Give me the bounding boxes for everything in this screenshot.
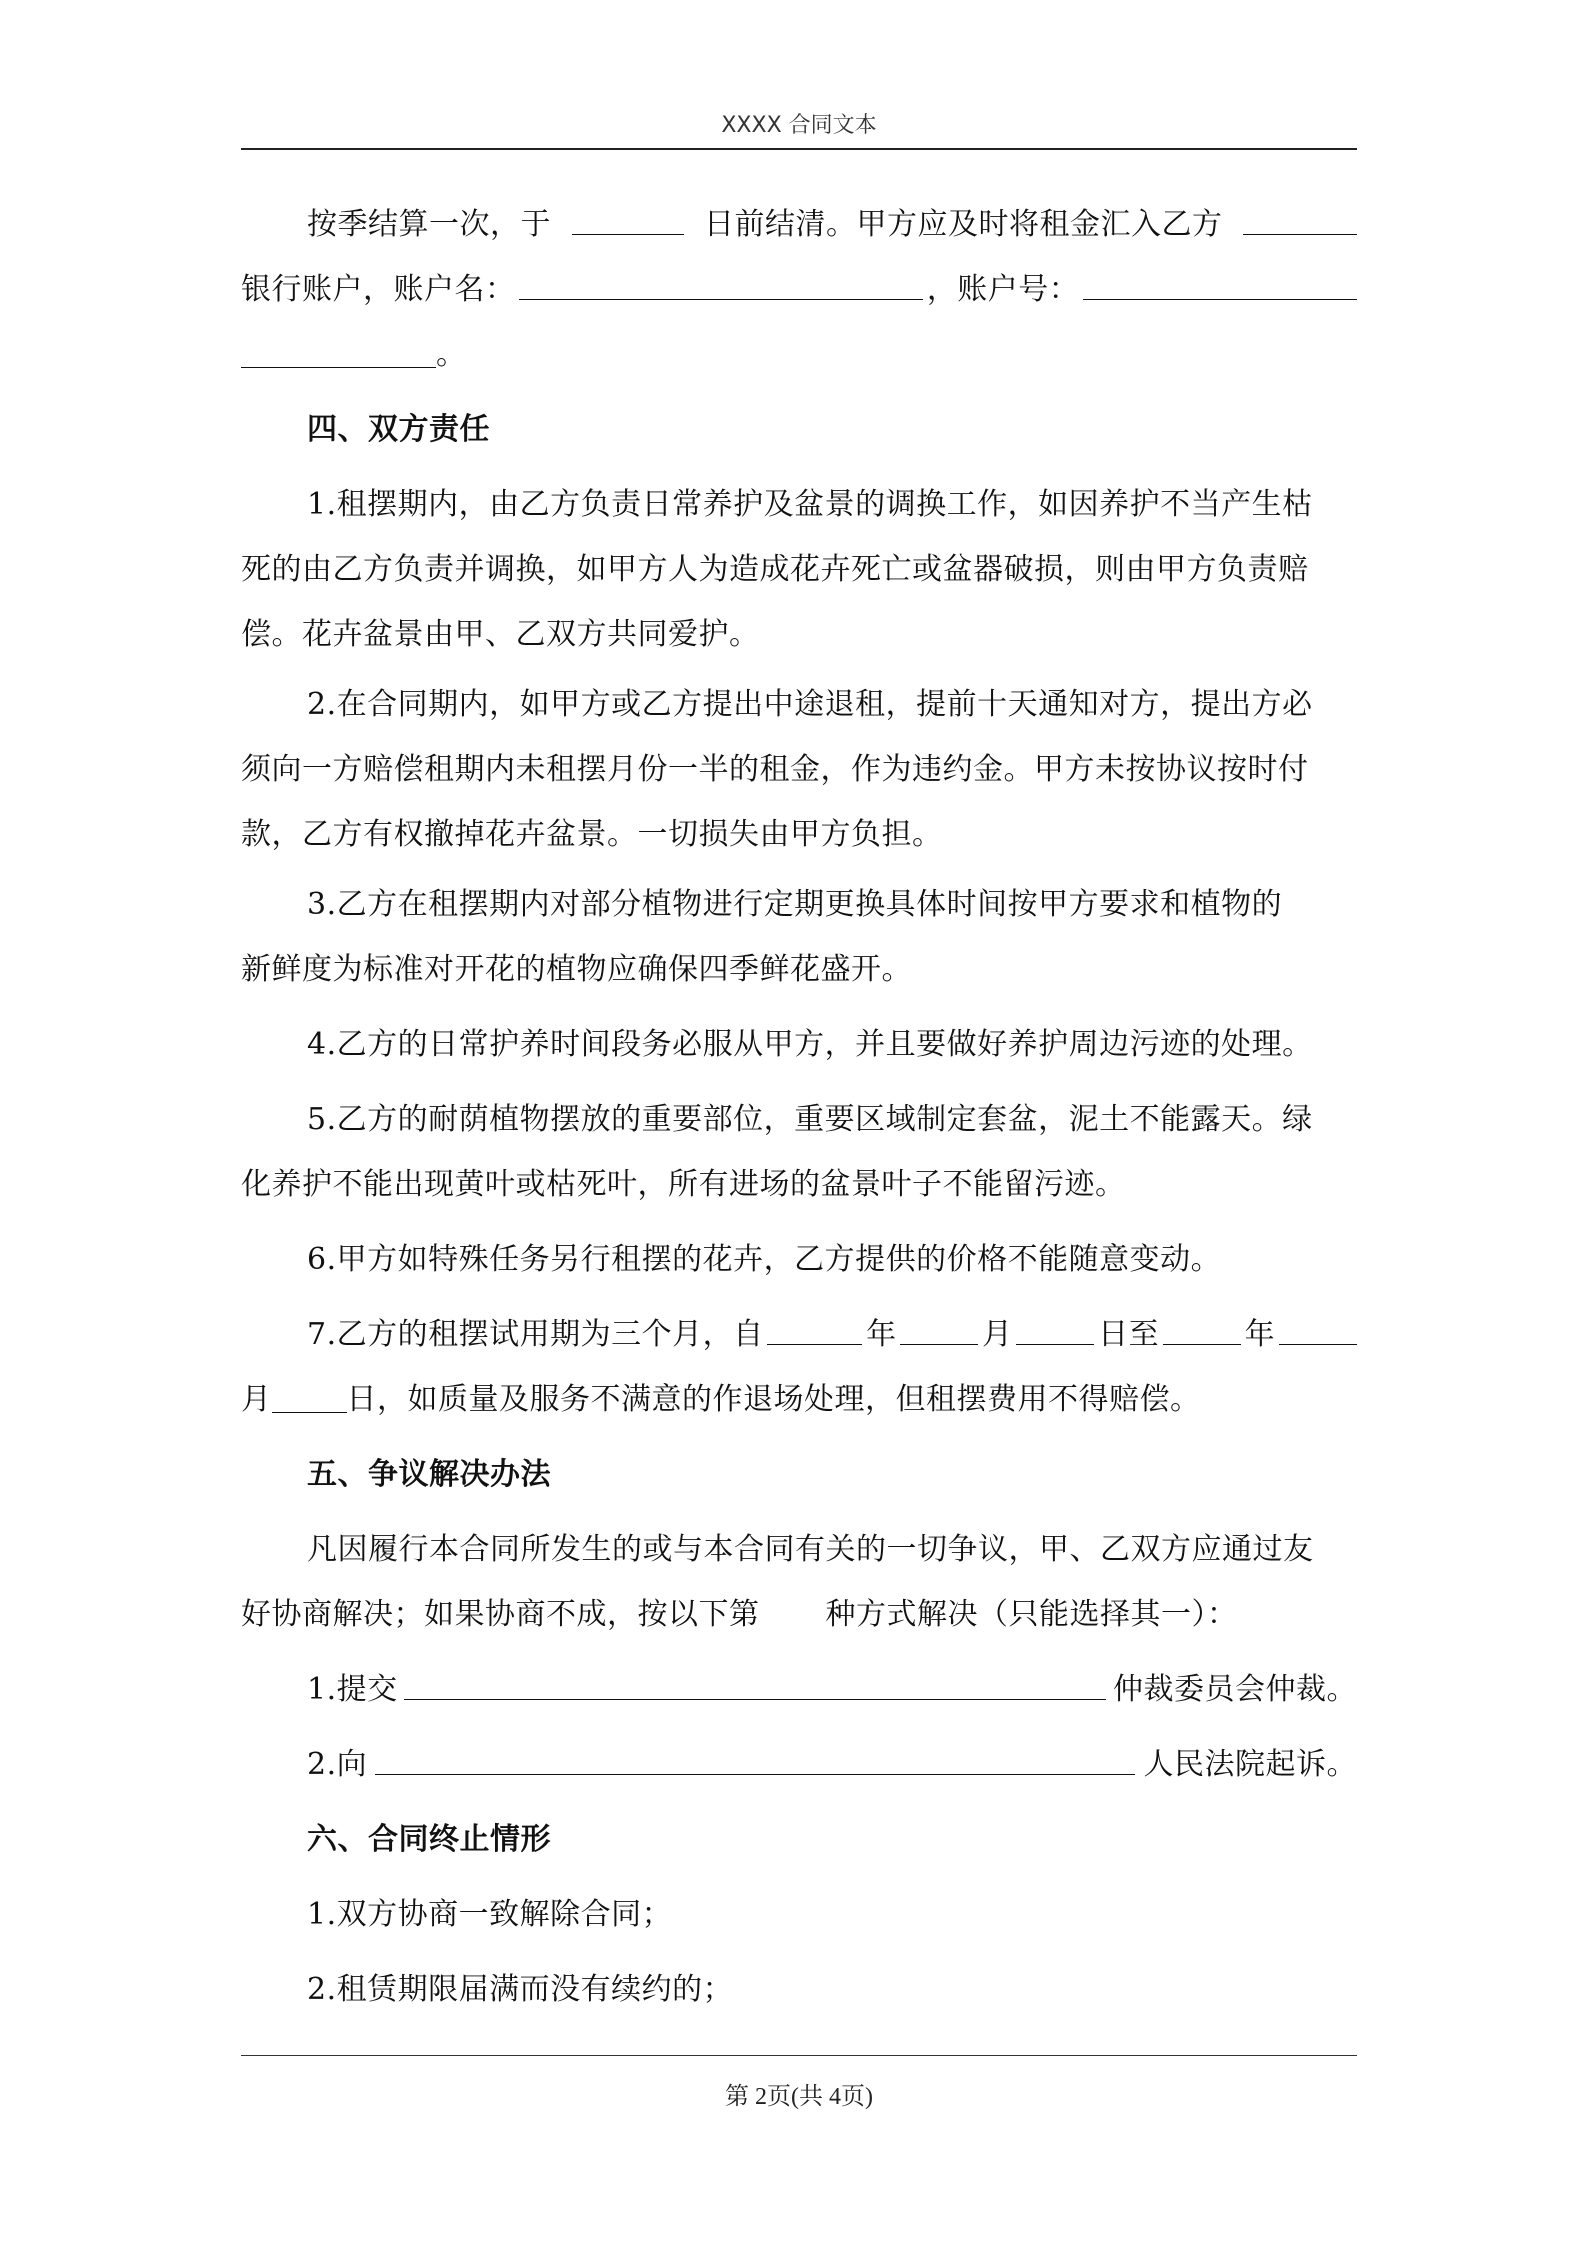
s5-text: 种方式解决（只能选择其一）： (825, 1597, 1238, 1632)
payment-text: 。 (436, 337, 467, 372)
s4-item2-line: 款，乙方有权撤掉花卉盆景。一切损失由甲方负担。 (241, 817, 943, 852)
option-text: 人民法院起诉。 (1143, 1747, 1357, 1782)
s4-item1-line: 死的由乙方负责并调换，如甲方人为造成花卉死亡或盆器破损，则由甲方负责赔 (241, 552, 1309, 587)
s4-item5-line: 化养护不能出现黄叶或枯死叶，所有进场的盆景叶子不能留污迹。 (241, 1167, 1126, 1202)
arbitration-blank (404, 1665, 1106, 1700)
payment-line-3 (241, 330, 1357, 380)
s4-item4-line: 4.乙方的日常护养时间段务必服从甲方，并且要做好养护周边污迹的处理。 (307, 1027, 1313, 1062)
account-name-blank (519, 265, 923, 300)
s4-item1-line: 偿。花卉盆景由甲、乙双方共同爱护。 (241, 617, 760, 652)
s4-item3-line: 新鲜度为标准对开花的植物应确保四季鲜花盛开。 (241, 952, 912, 987)
year-blank (767, 1310, 862, 1345)
s4-item7-line-2 (241, 1375, 1357, 1425)
court-blank (375, 1740, 1135, 1775)
option-label: 1.提交 (307, 1672, 398, 1707)
s4-item6-line: 6.甲方如特殊任务另行租摆的花卉，乙方提供的价格不能随意变动。 (307, 1242, 1222, 1277)
payment-text: 日前结清。甲方应及时将租金汇入乙方 (704, 207, 1223, 242)
month-label: 月 (982, 1317, 1013, 1352)
page-number: 第 2页(共 4页) (725, 2084, 873, 2110)
s5-paragraph-line: 凡因履行本合同所发生的或与本合同有关的一切争议，甲、乙双方应通过友 (307, 1532, 1314, 1567)
option-label: 2.向 (307, 1747, 368, 1782)
day-to-label: 日至 (1098, 1317, 1160, 1352)
s5-text: 好协商解决；如果协商不成，按以下第 (241, 1597, 760, 1632)
s5-paragraph-line (241, 1590, 1357, 1640)
payment-line-1 (307, 200, 1357, 250)
section-6-heading: 六、合同终止情形 (307, 1822, 551, 1857)
payment-line-2 (241, 265, 1357, 315)
s6-item-2: 2.租赁期限届满而没有续约的； (307, 1972, 734, 2007)
s4-item2-line: 2.在合同期内，如甲方或乙方提出中途退租，提前十天通知对方，提出方必 (307, 687, 1313, 722)
section-4-heading: 四、双方责任 (307, 412, 490, 447)
s5-option-1 (307, 1665, 1357, 1715)
month-blank (1279, 1310, 1357, 1345)
account-number-blank (1083, 265, 1357, 300)
header-rule (241, 148, 1357, 150)
s4-item7-line-1 (307, 1310, 1357, 1360)
day-blank (1016, 1310, 1094, 1345)
day-blank (272, 1378, 347, 1413)
payment-text: 按季结算一次，于 (307, 207, 551, 242)
payment-text: ，账户号： (926, 272, 1080, 307)
s4-item1-line: 1.租摆期内，由乙方负责日常养护及盆景的调换工作，如因养护不当产生枯 (307, 487, 1313, 522)
s4-item2-line: 须向一方赔偿租期内未租摆月份一半的租金，作为违约金。甲方未按协议按时付 (241, 752, 1309, 787)
year-blank (1163, 1310, 1241, 1345)
account-number-blank-cont (241, 333, 436, 368)
date-blank (572, 200, 684, 235)
section-5-heading: 五、争议解决办法 (307, 1457, 551, 1492)
footer-rule (241, 2055, 1357, 2056)
month-label: 月 (241, 1382, 272, 1417)
option-text: 仲裁委员会仲裁。 (1113, 1672, 1357, 1707)
s5-option-2 (307, 1740, 1357, 1790)
s6-item-1: 1.双方协商一致解除合同； (307, 1897, 673, 1932)
s4-item3-line: 3.乙方在租摆期内对部分植物进行定期更换具体时间按甲方要求和植物的 (307, 887, 1283, 922)
s4-item5-line: 5.乙方的耐荫植物摆放的重要部位，重要区域制定套盆，泥土不能露天。绿 (307, 1102, 1313, 1137)
bank-blank (1243, 200, 1357, 235)
item7-text: 日，如质量及服务不满意的作退场处理，但租摆费用不得赔偿。 (346, 1382, 1201, 1417)
month-blank (900, 1310, 978, 1345)
payment-text: 银行账户，账户名： (241, 272, 516, 307)
year-label: 年 (1244, 1317, 1276, 1352)
year-label: 年 (866, 1317, 897, 1352)
page-header: XXXX 合同文本 (721, 113, 877, 138)
item7-text: 7.乙方的租摆试用期为三个月，自 (307, 1317, 764, 1352)
